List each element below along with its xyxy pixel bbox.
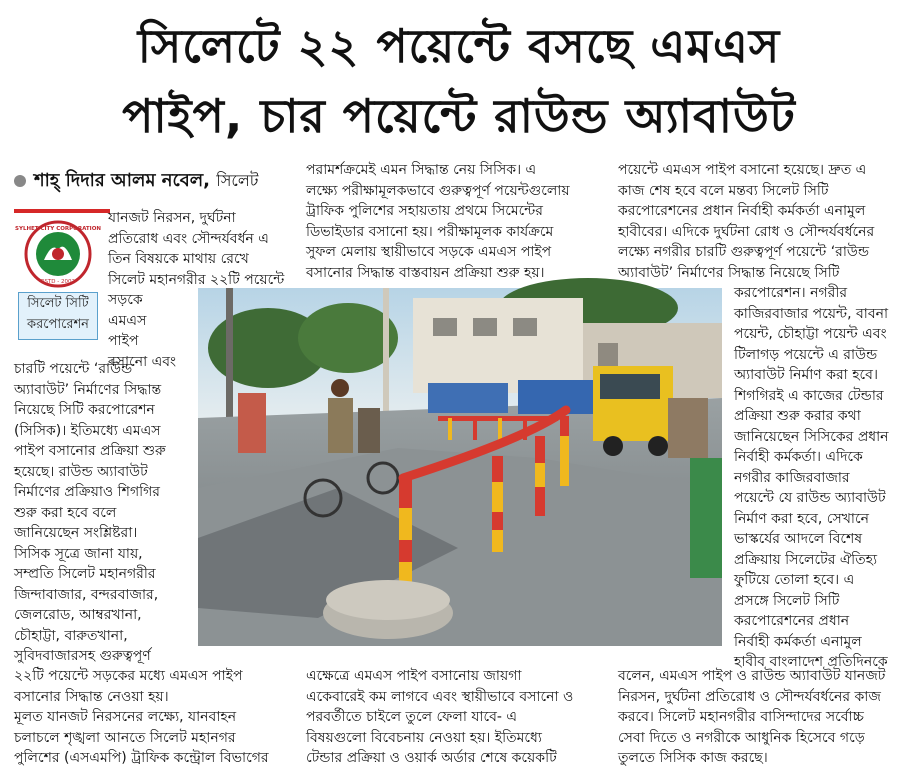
text-line: বিষয়গুলো বিবেচনায় নেওয়া হয়। ইতিমধ্যে <box>306 729 542 746</box>
city-corporation-logo <box>14 220 102 288</box>
text-line: (সিসিক)। ইতিমধ্যে এমএস <box>14 422 161 439</box>
accent-rule <box>14 209 110 213</box>
text-line: যানজট নিরসন, দুর্ঘটনা <box>108 210 236 226</box>
text-line: চারটি পয়েন্টে ‘রাউন্ড <box>14 361 133 377</box>
text-line: হয়েছে। রাউন্ড অ্যাবাউট <box>14 463 148 480</box>
text-line: চৌহাট্টা, বারুতখানা, <box>14 627 128 644</box>
text-line: পাইপ <box>108 333 139 349</box>
text-line: এমএস <box>108 312 147 329</box>
text-line: সড়কে <box>108 292 143 308</box>
text-line: এক্ষেত্রে এমএস পাইপ বসানোয় জায়গা <box>306 668 522 684</box>
text-line: ভাস্কর্যের আদলে বিশেষ <box>734 531 863 547</box>
column-1-bottom <box>14 666 269 769</box>
text-line: জানিয়েছেন সিসিকের প্রধান <box>734 428 889 445</box>
text-line: লক্ষ্যে পরীক্ষামূলকভাবে গুরুত্বপূর্ণ পয়েন্টগুলোয় <box>306 182 570 199</box>
text-line: নগরীর কাজিরবাজার <box>734 469 850 486</box>
text-line: করপোরেশনের প্রধান নির্বাহী কর্মকর্তা এনামুল <box>618 203 866 219</box>
column-1-middle <box>14 359 166 667</box>
byline-author: শাহ্ দিদার আলম নবেল, <box>34 170 210 191</box>
text-line: সেবা দিতে ও নগরীকে আধুনিক হিসেবে গড়ে <box>618 729 865 746</box>
text-line: কাজিরবাজার পয়েন্ট, বাবনা <box>734 305 889 322</box>
text-line: শুরু করা হবে বলে <box>14 504 117 521</box>
text-line: নির্বাহী কর্মকর্তা এনামুল <box>734 633 862 650</box>
text-line: করপোরেশন। নগরীর <box>734 285 848 301</box>
column-3-top <box>618 160 874 283</box>
text-line: পয়েন্টে এমএস পাইপ বসানো হয়েছে। দ্রুত এ <box>618 162 867 178</box>
text-line: অ্যাবাউট’ নির্মাণের সিদ্ধান্ত নিয়েছে সিটি <box>618 264 840 281</box>
text-line: তিন বিষয়কে মাথায় রেখে <box>108 251 249 267</box>
byline <box>14 166 258 197</box>
text-line: সিসিক সূত্রে জানা যায়, <box>14 545 143 562</box>
tag-line-2: করপোরেশন <box>27 317 89 332</box>
street-scene-illustration <box>198 288 722 646</box>
text-line: ২২টি পয়েন্টে সড়কের মধ্যে এমএস পাইপ <box>14 668 243 684</box>
text-line: নির্মাণের প্রক্রিয়াও শিগগির <box>14 484 161 500</box>
text-line: একেবারেই কম লাগবে এবং স্থায়ীভাবে বসানো ও <box>306 688 574 705</box>
text-line: পাইপ বসানোর প্রক্রিয়া শুরু <box>14 443 166 459</box>
text-line: ট্রাফিক পুলিশের সহায়তায় প্রথমে সিমেন্টের <box>306 203 544 219</box>
text-line: কাজ শেষ হবে বলে মন্তব্য সিলেট সিটি <box>618 182 829 199</box>
text-line: অ্যাবাউট নির্মাণ করা হবে। <box>734 367 878 383</box>
logo-year: ESTD - 2002 <box>40 279 76 285</box>
text-line: জেলরোড, আম্বরখানা, <box>14 607 142 623</box>
text-line: নিয়েছে সিটি করপোরেশন <box>14 402 155 418</box>
column-3-bottom <box>618 666 885 769</box>
text-line: সম্প্রতি সিলেট মহানগরীর <box>14 566 156 582</box>
text-line: প্রক্রিয়ায় সিলেটের ঐতিহ্য <box>734 551 878 568</box>
text-line: হাবীবের। এদিকে দুর্ঘটনা রোধ ও সৌন্দর্যবর্ধনের <box>618 223 875 240</box>
text-line: ডিভাইডার বসানো হয়। পরীক্ষামূলক কার্যক্রমে <box>306 223 554 240</box>
tag-line-1: সিলেট সিটি <box>27 296 89 311</box>
text-line: সিলেট মহানগরীর ২২টি পয়েন্টে <box>108 271 285 288</box>
text-line: হাবীব বাংলাদেশ প্রতিদিনকে <box>734 654 888 670</box>
text-line: সুফল মেলায় স্থায়ীভাবে সড়কে এমএস পাইপ <box>306 244 552 260</box>
text-line: বসানোর সিদ্ধান্ত বাস্তবায়ন প্রক্রিয়া শুরু হয়। <box>306 264 545 281</box>
bullet-dot-icon <box>14 175 26 187</box>
text-line: তুলতে সিসিক কাজ করছে। <box>618 750 768 766</box>
text-line: নির্বাহী কর্মকর্তা। এদিকে <box>734 449 863 465</box>
text-line: পরামর্শক্রমেই এমন সিদ্ধান্ত নেয় সিসিক। এ <box>306 162 537 178</box>
text-line: ফুটিয়ে তোলা হবে। এ <box>734 572 855 588</box>
byline-location: সিলেট <box>216 171 259 190</box>
text-line: চলাচলে শৃঙ্খলা আনতে সিলেট মহানগর <box>14 729 236 746</box>
text-line: করবে। সিলেট মহানগরীর বাসিন্দাদের সর্বোচ্চ <box>618 709 864 725</box>
text-line: টিলাগড় পয়েন্টে এ রাউন্ড <box>734 346 878 363</box>
column-2-top <box>306 160 570 283</box>
text-line: অ্যাবাউট’ নির্মাণের সিদ্ধান্ত <box>14 381 162 398</box>
text-line: টেন্ডার প্রক্রিয়া ও ওয়ার্ক অর্ডার শেষে কয়েকটি <box>306 750 557 766</box>
text-line: শিগগিরই এ কাজের টেন্ডার <box>734 387 884 404</box>
text-line: সুবিদবাজারসহ গুরুত্বপূর্ণ <box>14 648 151 664</box>
text-line: পয়েন্ট, চৌহাট্টা পয়েন্ট এবং <box>734 326 887 342</box>
text-line: বলেন, এমএস পাইপ ও রাউন্ড অ্যাবাউট যানজট <box>618 668 886 684</box>
text-line: পরবর্তীতে চাইলে তুলে ফেলা যাবে- এ <box>306 709 518 725</box>
text-line: পয়েন্টে যে রাউন্ড অ্যাবাউট <box>734 490 886 506</box>
news-photo <box>198 288 722 646</box>
text-line: প্রক্রিয়া শুরু করার কথা <box>734 408 861 424</box>
headline-line-1: সিলেটে ২২ পয়েন্টে বসছে এমএস <box>137 19 781 73</box>
text-line: বসানো এবং <box>108 353 177 370</box>
text-line: বসানোর সিদ্ধান্ত নেওয়া হয়। <box>14 688 169 705</box>
text-line: নির্মাণ করা হবে, সেখানে <box>734 510 869 527</box>
text-line: মূলত যানজট নিরসনের লক্ষ্যে, যানবাহন <box>14 709 237 725</box>
logo-text: SYLHET CITY CORPORATION <box>14 226 102 232</box>
section-tag <box>18 292 98 340</box>
column-2-bottom <box>306 666 573 769</box>
text-line: করপোরেশনের প্রধান <box>734 613 850 629</box>
text-line: নিরসন, দুর্ঘটনা প্রতিরোধ ও সৌন্দর্যবর্ধনের কাজ <box>618 688 881 705</box>
column-3-middle <box>734 283 889 673</box>
text-line: জানিয়েছেন সংশ্লিষ্টরা। <box>14 525 138 541</box>
text-line: জিন্দাবাজার, বন্দরবাজার, <box>14 586 159 603</box>
headline-line-2: পাইপ, চার পয়েন্টে রাউন্ড অ্যাবাউট <box>122 89 796 143</box>
text-line: লক্ষ্যে নগরীর চারটি গুরুত্বপূর্ণ পয়েন্টে ‘রাউন্ড <box>618 244 869 260</box>
text-line: পুলিশের (এসএমপি) ট্রাফিক কন্ট্রোল বিভাগের <box>14 750 269 766</box>
text-line: প্রতিরোধ এবং সৌন্দর্যবর্ধন এ <box>108 230 269 247</box>
text-line: প্রসঙ্গে সিলেট সিটি <box>734 592 840 609</box>
